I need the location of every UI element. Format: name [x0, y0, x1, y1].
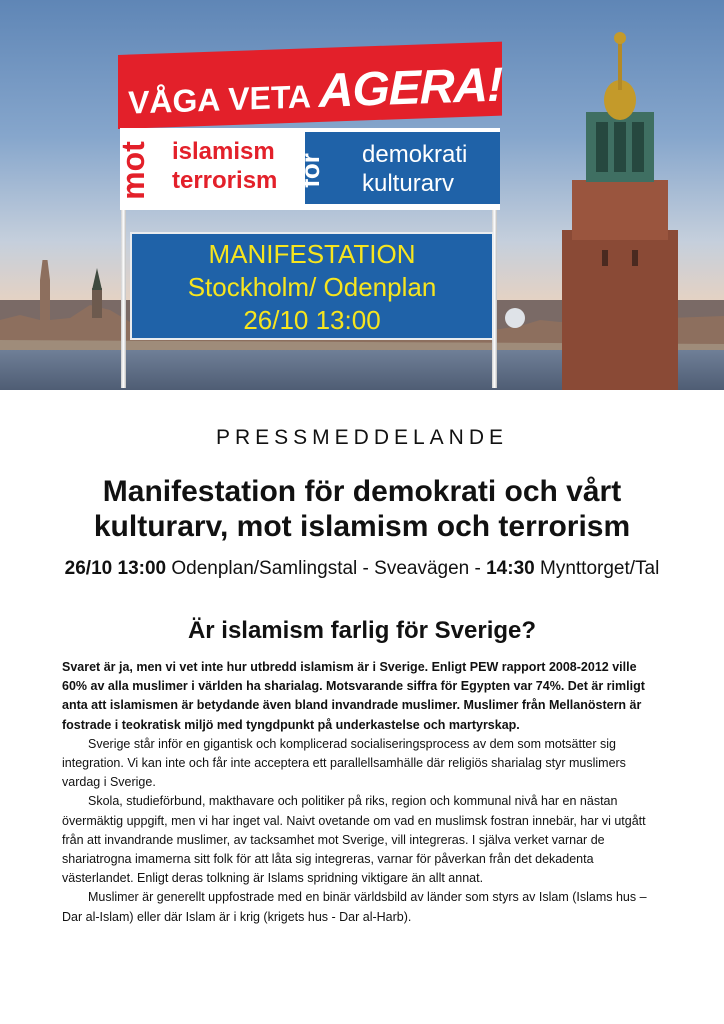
against-list [172, 137, 277, 195]
city-hall-tower-illustration [562, 30, 682, 390]
slogan-banner [118, 42, 502, 129]
against-item: terrorism [172, 167, 278, 194]
slogan-text: VÅGA VETA [128, 77, 319, 121]
for-list [362, 140, 467, 198]
for-item: demokrati [362, 141, 468, 168]
for-label: för [294, 153, 325, 188]
against-item: islamism [172, 138, 275, 165]
event-sign-location: Stockholm/ Odenplan [187, 272, 437, 302]
body-text [62, 658, 662, 927]
schedule-time-speech: 14:30 [486, 558, 535, 579]
body-paragraph: Muslimer är generellt uppfostrade med en binär världsbild av länder som styrs av Islam (Islams hus – Dar al-Islam) eller där Islam är i krig (krigets hus - Dar al-Harb). [62, 890, 647, 924]
press-release-label: PRESSMEDDELANDE [215, 426, 509, 449]
event-sign-datetime: 26/10 13:00 [243, 305, 381, 335]
event-sign [130, 232, 494, 340]
against-label: mot [114, 141, 151, 200]
body-paragraph: Sverige står inför en gigantisk och komplicerad socialiseringsprocess av dem som motsätter sig integration. Vi kan inte och får inte acceptera ett parallellsamhälle där religiös sharialag styr muslimers vardag i Sverige. [62, 736, 626, 790]
hero-photo [0, 0, 724, 390]
body-paragraph: Skola, studieförbund, makthavare och politiker på riks, region och kommunal nivå har en nästan övermäktig uppgift, men vi har inget val. Naivt ovetande om vad en muslimsk fostran innebär, har vi utgått från att invandrande muslimer, av tacksamhet mot Sverige, vill integreras. I själva verket varnar de shariatrogna imamerna sitt folk för att låta sig integreras, varnar för påverkan från det dekadenta västerlandet. Enligt deras tolkning är Islams spridning viktigare än allt annat. [62, 794, 646, 886]
lead-paragraph: Svaret är ja, men vi vet inte hur utbredd islamism är i Sverige. Enligt PEW rapport 2008-2012 ville 60% av alla muslimer i världen ha sharialag. Motsvarande siffra för Egypten var 74%. Det är rimligt anta att islamismen är betydande även bland invandrade muslimer. Muslimer från Mellanöstern är fostrade i teokratisk miljö med tyngdpunkt på underkastelse och martyrskap. [62, 660, 645, 732]
section-question: Är islamism farlig för Sverige? [187, 617, 537, 644]
headline: Manifestation för demokrati och vårt kulturarv, mot islamism och terrorism [93, 475, 631, 543]
schedule-time-start: 26/10 13:00 [64, 558, 167, 579]
event-sign-title: MANIFESTATION [208, 239, 416, 269]
schedule-route: Odenplan/Samlingstal - Sveavägen - [166, 558, 487, 579]
schedule-line [20, 558, 704, 580]
for-item: kulturarv [362, 170, 455, 197]
slogan-emphasis: AGERA! [318, 58, 503, 118]
schedule-destination: Mynttorget/Tal [534, 558, 660, 579]
